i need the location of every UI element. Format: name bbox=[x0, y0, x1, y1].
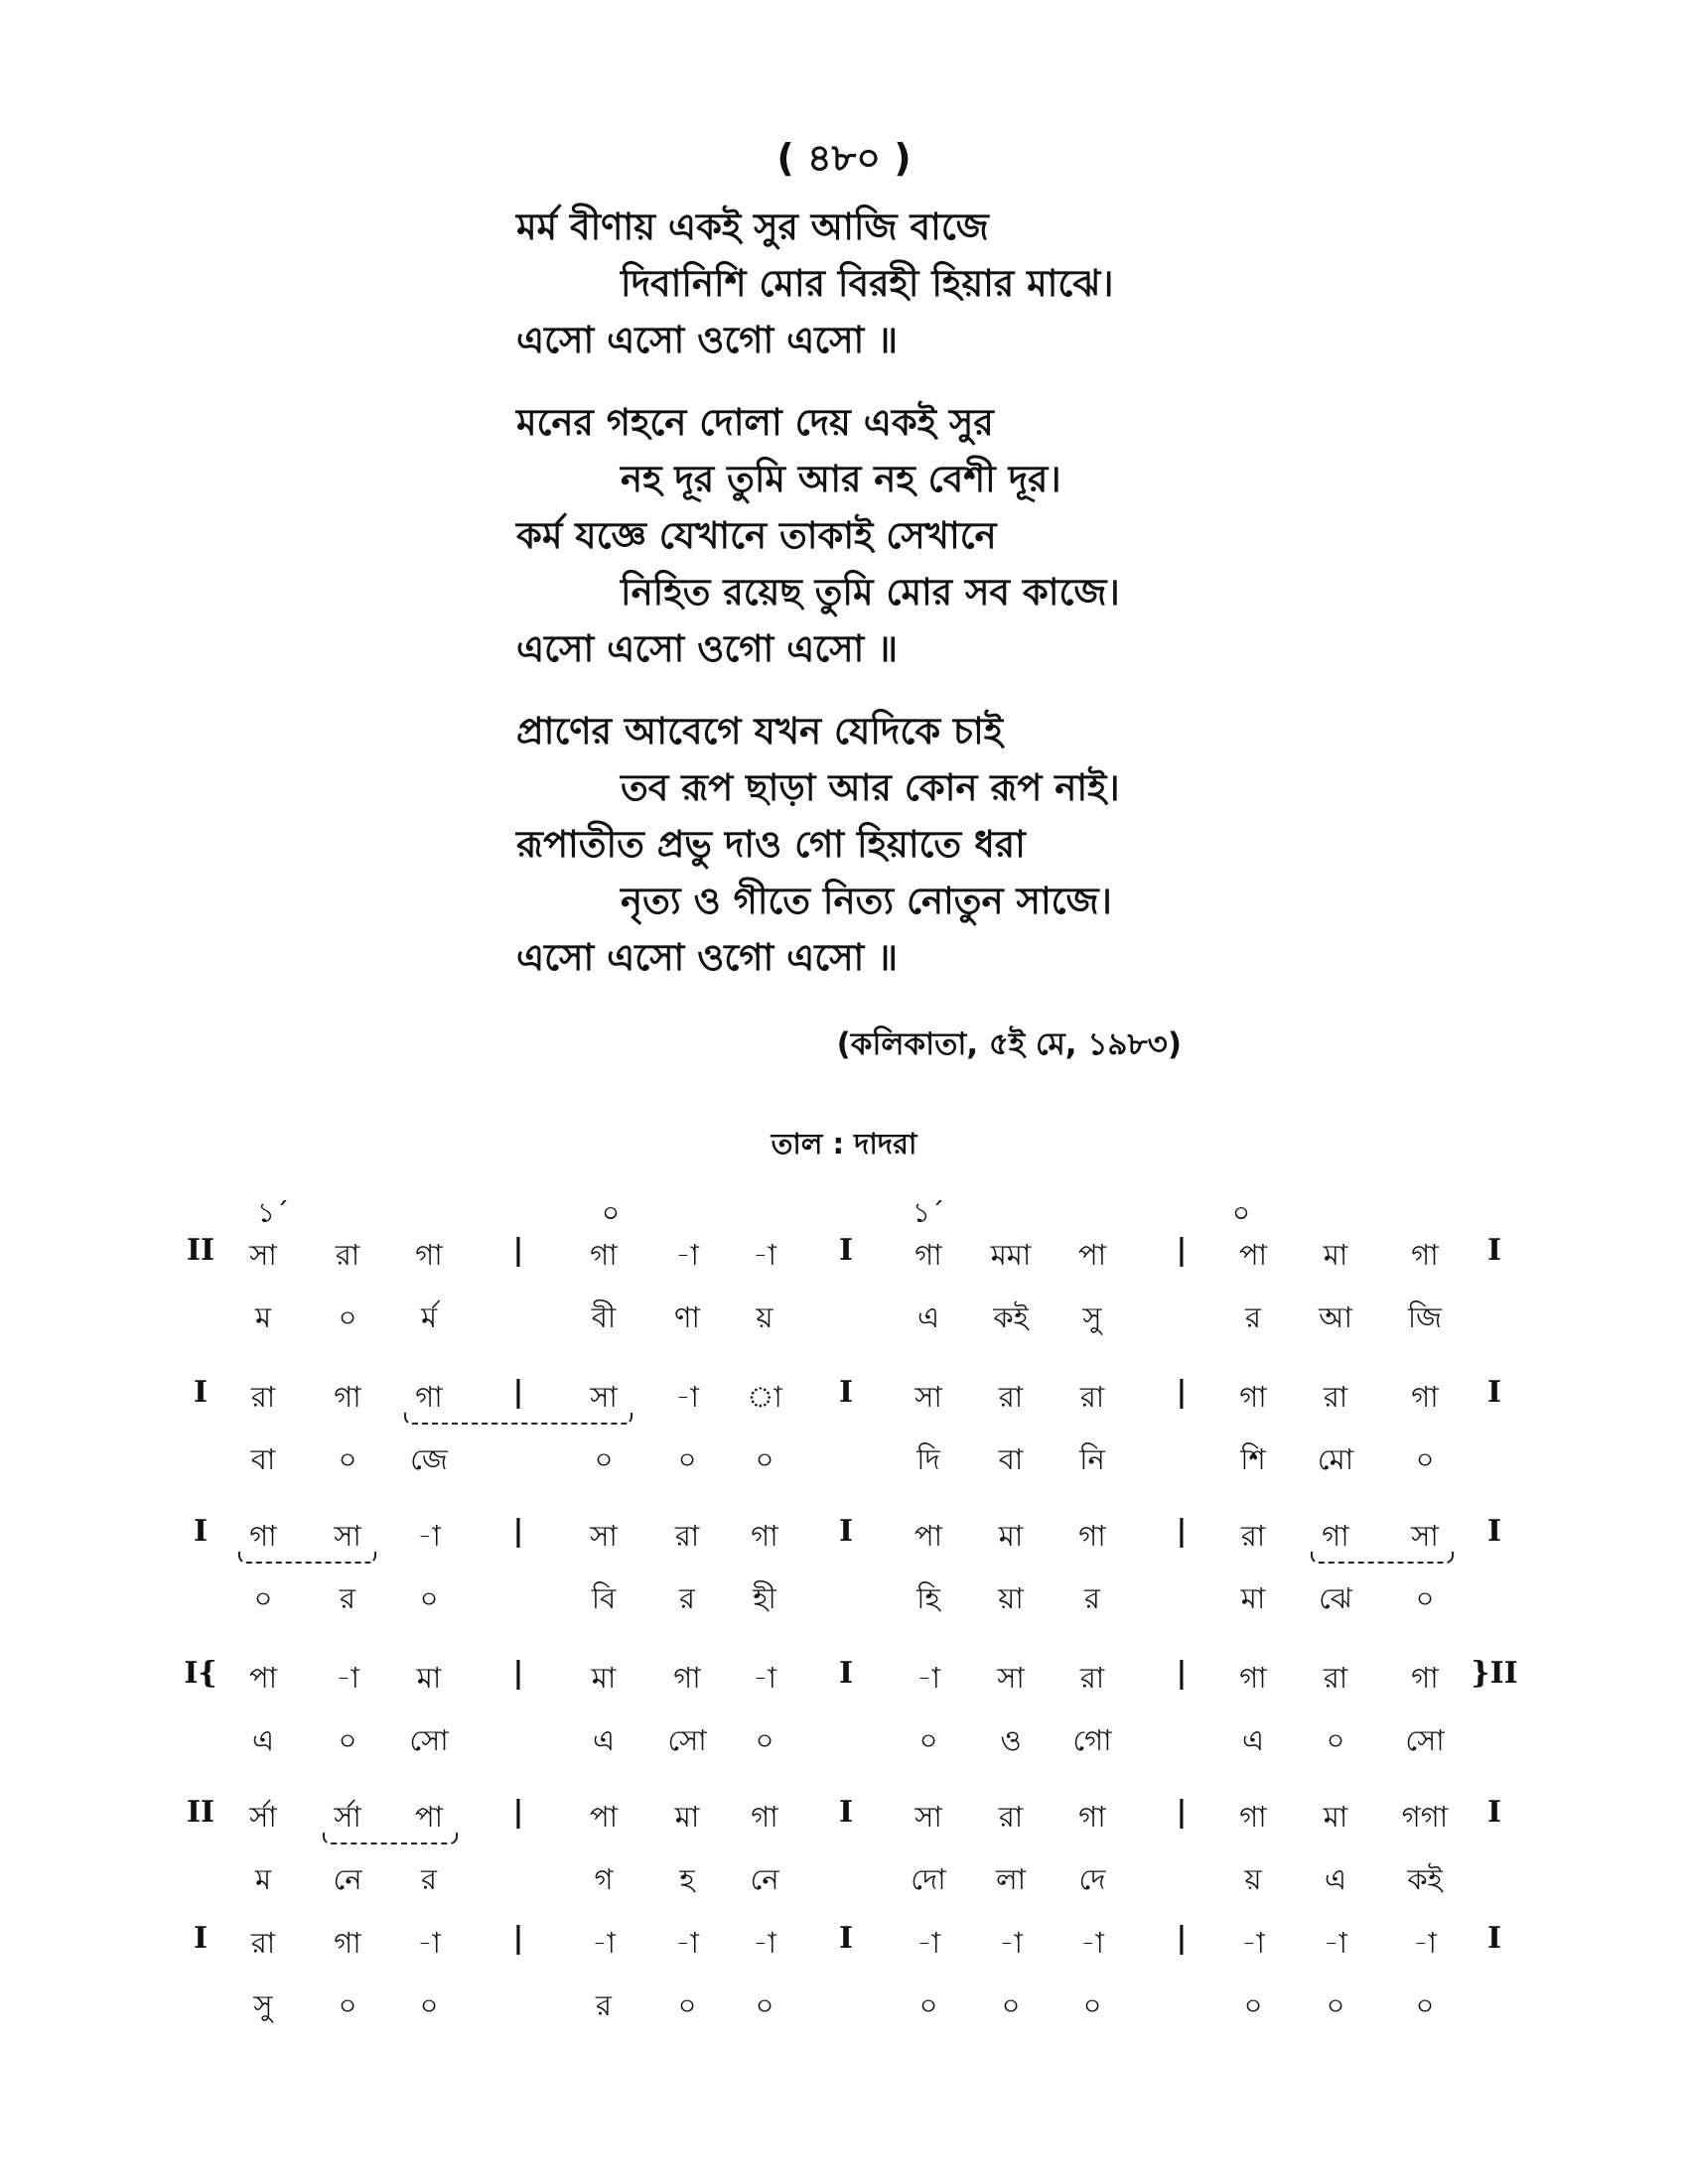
lyric-syllable: নে bbox=[750, 1862, 779, 1896]
lyric-syllable: ০ bbox=[594, 1442, 614, 1476]
lyric-syllable: ০ bbox=[338, 1300, 357, 1334]
swara-note: গা bbox=[1239, 1380, 1267, 1414]
swara-note: সা bbox=[997, 1661, 1025, 1695]
swara-note: া bbox=[747, 1380, 782, 1414]
dateline: (কলিকাতা, ৫ই মে, ১৯৮৩) bbox=[836, 1026, 1182, 1062]
row-end-bar: }II bbox=[1471, 1656, 1518, 1691]
swara-note: গা bbox=[1239, 1661, 1267, 1695]
lyric-syllable: র্ম bbox=[420, 1300, 438, 1334]
swara-note: মা bbox=[1323, 1238, 1348, 1272]
lyric-syllable: এ bbox=[251, 1723, 275, 1757]
bar-line: | bbox=[512, 1921, 524, 1956]
swara-note: -া bbox=[916, 1926, 940, 1960]
slur-mark bbox=[1311, 1552, 1454, 1564]
swara-note: গা bbox=[1078, 1519, 1106, 1553]
beat-mark: ০ bbox=[601, 1196, 621, 1229]
swara-note: গা bbox=[1239, 1800, 1267, 1834]
swara-note: -া bbox=[999, 1926, 1023, 1960]
swara-note: গা bbox=[673, 1661, 701, 1695]
beat-mark: ১´ bbox=[256, 1196, 290, 1229]
swara-note: -া bbox=[1324, 1926, 1347, 1960]
stanza bbox=[516, 199, 1120, 368]
lyric-syllable: ০ bbox=[918, 1988, 938, 2022]
lyric-syllable: ০ bbox=[1001, 1988, 1021, 2022]
swara-note: পা bbox=[1238, 1238, 1268, 1272]
lyric-syllable: ০ bbox=[338, 1988, 357, 2022]
lyric-syllable: ০ bbox=[1243, 1988, 1263, 2022]
swara-note: মা bbox=[591, 1661, 617, 1695]
swara-note: রা bbox=[335, 1238, 360, 1272]
swara-note: গা bbox=[1322, 1519, 1349, 1553]
row-start-bar: I bbox=[193, 1375, 209, 1410]
bar-line: | bbox=[512, 1375, 524, 1410]
row-end-bar: I bbox=[1486, 1375, 1502, 1410]
lyric-syllable: জি bbox=[1407, 1300, 1443, 1334]
lyric-syllable: এ bbox=[592, 1723, 616, 1757]
swara-note: -া bbox=[417, 1519, 441, 1553]
swara-note: সা bbox=[590, 1519, 618, 1553]
swara-note: রা bbox=[998, 1800, 1024, 1834]
swara-note: গা bbox=[415, 1238, 443, 1272]
lyric-syllable: ০ bbox=[419, 1581, 439, 1615]
poem-line: তব রূপ ছাড়া আর কোন রূপ নাই। bbox=[621, 766, 1120, 809]
lyric-syllable: ম bbox=[254, 1862, 272, 1896]
swara-note: -া bbox=[417, 1926, 441, 1960]
swara-note: -া bbox=[675, 1238, 699, 1272]
lyric-syllable: য় bbox=[756, 1300, 774, 1334]
swara-note: সা bbox=[334, 1519, 361, 1553]
lyric-syllable: এ bbox=[1324, 1862, 1347, 1896]
swara-note: -া bbox=[753, 1926, 776, 1960]
slur-mark bbox=[404, 1413, 633, 1425]
poem-line: দিবানিশি মোর বিরহী হিয়ার মাঝে। bbox=[621, 262, 1114, 305]
swara-note: -া bbox=[1241, 1926, 1265, 1960]
swara-note: গা bbox=[1411, 1661, 1439, 1695]
bar-line: | bbox=[1176, 1656, 1188, 1691]
lyric-syllable: য়া bbox=[998, 1581, 1024, 1615]
swara-note: সা bbox=[914, 1800, 942, 1834]
bar-line: | bbox=[512, 1514, 524, 1549]
row-start-bar: II bbox=[186, 1795, 215, 1830]
bar-line: I bbox=[838, 1233, 854, 1268]
lyric-syllable: কই bbox=[993, 1300, 1029, 1334]
poem-line: রূপাতীত প্রভু দাও গো হিয়াতে ধরা bbox=[516, 823, 1026, 866]
lyric-syllable: ০ bbox=[1415, 1988, 1435, 2022]
lyric-syllable: ণা bbox=[674, 1300, 700, 1334]
lyric-syllable: দো bbox=[911, 1862, 946, 1896]
row-end-bar: I bbox=[1486, 1921, 1502, 1956]
poem-line: নৃত্য ও গীতে নিত্য নোতুন সাজে। bbox=[621, 880, 1112, 922]
poem-line: এসো এসো ওগো এসো ॥ bbox=[516, 627, 899, 670]
swara-note: রা bbox=[1079, 1661, 1105, 1695]
swara-note: র্সা bbox=[249, 1800, 277, 1834]
poem-line: নহ দূর তুমি আর নহ বেশী দূর। bbox=[621, 458, 1061, 500]
lyric-syllable: শি bbox=[1240, 1442, 1266, 1476]
swara-note: গা bbox=[334, 1380, 361, 1414]
swara-note: সা bbox=[1411, 1519, 1439, 1553]
lyric-syllable: কই bbox=[1407, 1862, 1443, 1896]
lyric-syllable: হি bbox=[916, 1581, 940, 1615]
bar-line: I bbox=[838, 1514, 854, 1549]
lyric-syllable: হী bbox=[753, 1581, 776, 1615]
swara-note: গা bbox=[914, 1238, 942, 1272]
swara-note: রা bbox=[1323, 1661, 1348, 1695]
lyric-syllable: ০ bbox=[1415, 1442, 1435, 1476]
lyric-syllable: র bbox=[596, 1988, 612, 2022]
lyric-syllable: ০ bbox=[1326, 1988, 1345, 2022]
lyric-syllable: র bbox=[421, 1862, 437, 1896]
lyric-syllable: এ bbox=[1241, 1723, 1265, 1757]
bar-line: | bbox=[1176, 1375, 1188, 1410]
swara-note: -া bbox=[1080, 1926, 1104, 1960]
swara-note: মা bbox=[1323, 1800, 1348, 1834]
stanza bbox=[516, 394, 1120, 677]
swara-note: সা bbox=[914, 1380, 942, 1414]
poem-line: প্রাণের আবেগে যখন যেদিকে চাই bbox=[516, 710, 1003, 752]
swara-note: মমা bbox=[990, 1238, 1032, 1272]
lyric-syllable: ০ bbox=[677, 1988, 697, 2022]
swara-note: সা bbox=[590, 1380, 618, 1414]
lyric-syllable: ০ bbox=[918, 1723, 938, 1757]
lyric-syllable: র bbox=[679, 1581, 695, 1615]
swara-note: গা bbox=[334, 1926, 361, 1960]
row-start-bar: II bbox=[186, 1233, 215, 1268]
lyric-syllable: সো bbox=[667, 1723, 707, 1757]
lyric-syllable: য় bbox=[1244, 1862, 1262, 1896]
bar-line: I bbox=[838, 1656, 854, 1691]
swara-note: -া bbox=[1413, 1926, 1437, 1960]
lyric-syllable: সো bbox=[1405, 1723, 1445, 1757]
slur-mark bbox=[238, 1552, 376, 1564]
lyric-syllable: গ bbox=[594, 1862, 614, 1896]
lyric-syllable: দি bbox=[916, 1442, 940, 1476]
swara-note: পা bbox=[414, 1800, 444, 1834]
lyric-syllable: বা bbox=[998, 1442, 1024, 1476]
swara-note: র্সা bbox=[334, 1800, 361, 1834]
swara-note: রা bbox=[1079, 1380, 1105, 1414]
lyric-syllable: ০ bbox=[755, 1723, 774, 1757]
lyric-syllable: নে bbox=[333, 1862, 362, 1896]
swara-note: পা bbox=[589, 1800, 619, 1834]
swara-note: গা bbox=[1411, 1380, 1439, 1414]
bar-line: I bbox=[838, 1795, 854, 1830]
swara-note: রা bbox=[250, 1380, 276, 1414]
swara-note: পা bbox=[248, 1661, 278, 1695]
lyric-syllable: ০ bbox=[755, 1988, 774, 2022]
lyric-syllable: ০ bbox=[253, 1581, 273, 1615]
bar-line: | bbox=[1176, 1921, 1188, 1956]
bar-line: I bbox=[838, 1921, 854, 1956]
lyric-syllable: বি bbox=[591, 1581, 617, 1615]
swara-note: মা bbox=[416, 1661, 442, 1695]
lyric-syllable: দে bbox=[1078, 1862, 1106, 1896]
poem-line: এসো এসো ওগো এসো ॥ bbox=[516, 936, 899, 979]
swara-note: -া bbox=[675, 1380, 699, 1414]
swara-note: রা bbox=[250, 1926, 276, 1960]
bar-line: I bbox=[838, 1375, 854, 1410]
lyric-syllable: লা bbox=[995, 1862, 1027, 1896]
lyric-syllable: ০ bbox=[755, 1442, 774, 1476]
beat-mark: ০ bbox=[1231, 1196, 1251, 1229]
poem bbox=[516, 199, 1120, 1012]
row-start-bar: I bbox=[193, 1921, 209, 1956]
row-end-bar: I bbox=[1486, 1514, 1502, 1549]
lyric-syllable: র bbox=[340, 1581, 355, 1615]
swara-note: পা bbox=[1077, 1238, 1107, 1272]
swara-note: গা bbox=[751, 1519, 778, 1553]
lyric-syllable: জে bbox=[410, 1442, 448, 1476]
swara-note: -া bbox=[753, 1661, 776, 1695]
bar-line: | bbox=[512, 1656, 524, 1691]
lyric-syllable: মো bbox=[1317, 1442, 1354, 1476]
lyric-syllable: সো bbox=[409, 1723, 449, 1757]
swara-note: মা bbox=[674, 1800, 700, 1834]
lyric-syllable: ০ bbox=[338, 1442, 357, 1476]
lyric-syllable: গো bbox=[1072, 1723, 1112, 1757]
lyric-syllable: ০ bbox=[1326, 1723, 1345, 1757]
swara-note: -া bbox=[675, 1926, 699, 1960]
lyric-syllable: বা bbox=[250, 1442, 276, 1476]
bar-line: | bbox=[1176, 1514, 1188, 1549]
lyric-syllable: র bbox=[1084, 1581, 1100, 1615]
lyric-syllable: সু bbox=[1082, 1300, 1102, 1334]
swara-note: রা bbox=[1323, 1380, 1348, 1414]
lyric-syllable: বী bbox=[591, 1300, 617, 1334]
swara-note: গা bbox=[590, 1238, 618, 1272]
poem-line: মনের গহনে দোলা দেয় একই সুর bbox=[516, 401, 994, 444]
swara-note: -া bbox=[753, 1238, 776, 1272]
lyric-syllable: ০ bbox=[419, 1988, 439, 2022]
poem-line: মর্ম বীণায় একই সুর আজি বাজে bbox=[516, 205, 989, 248]
swara-note: গা bbox=[415, 1380, 443, 1414]
bar-line: | bbox=[1176, 1795, 1188, 1830]
lyric-syllable: মা bbox=[1240, 1581, 1266, 1615]
swara-note: গগা bbox=[1401, 1800, 1449, 1834]
lyric-syllable: ম bbox=[254, 1300, 272, 1334]
lyric-syllable: হ bbox=[679, 1862, 695, 1896]
beat-mark: ১´ bbox=[912, 1196, 945, 1229]
swara-note: সা bbox=[249, 1238, 277, 1272]
lyric-syllable: ঝে bbox=[1319, 1581, 1352, 1615]
row-end-bar: I bbox=[1486, 1233, 1502, 1268]
tala-heading: তাল : দাদরা bbox=[771, 1127, 917, 1160]
lyric-syllable: ০ bbox=[338, 1723, 357, 1757]
poem-line: নিহিত রয়েছ তুমি মোর সব কাজে। bbox=[621, 571, 1120, 614]
lyric-syllable: সু bbox=[253, 1988, 273, 2022]
swara-note: -া bbox=[916, 1661, 940, 1695]
swara-note: গা bbox=[249, 1519, 277, 1553]
lyric-syllable: ০ bbox=[677, 1442, 697, 1476]
lyric-syllable: নি bbox=[1079, 1442, 1105, 1476]
poem-line: কর্ম যজ্ঞে যেখানে তাকাই সেখানে bbox=[516, 514, 997, 557]
swara-note: গা bbox=[1078, 1800, 1106, 1834]
row-start-bar: I bbox=[193, 1514, 209, 1549]
swara-note: গা bbox=[1411, 1238, 1439, 1272]
bar-line: | bbox=[512, 1233, 524, 1268]
bar-line: | bbox=[512, 1795, 524, 1830]
swara-note: রা bbox=[1240, 1519, 1266, 1553]
row-start-bar: I{ bbox=[184, 1656, 217, 1691]
swara-note: রা bbox=[998, 1380, 1024, 1414]
lyric-syllable: আ bbox=[1319, 1300, 1352, 1334]
swara-note: রা bbox=[674, 1519, 700, 1553]
stanza bbox=[516, 703, 1120, 986]
lyric-syllable: র bbox=[1245, 1300, 1261, 1334]
swara-note: গা bbox=[751, 1800, 778, 1834]
row-end-bar: I bbox=[1486, 1795, 1502, 1830]
bar-line: | bbox=[1176, 1233, 1188, 1268]
swara-note: পা bbox=[914, 1519, 943, 1553]
slur-mark bbox=[323, 1833, 458, 1844]
lyric-syllable: এ bbox=[916, 1300, 940, 1334]
poem-line: এসো এসো ওগো এসো ॥ bbox=[516, 319, 899, 361]
lyric-syllable: ও bbox=[1000, 1723, 1022, 1757]
swara-note: মা bbox=[998, 1519, 1024, 1553]
page-number: ( ৪৮০ ) bbox=[776, 136, 912, 180]
lyric-syllable: ০ bbox=[1415, 1581, 1435, 1615]
swara-note: -া bbox=[336, 1661, 359, 1695]
lyric-syllable: ০ bbox=[1082, 1988, 1102, 2022]
swara-note: -া bbox=[592, 1926, 616, 1960]
